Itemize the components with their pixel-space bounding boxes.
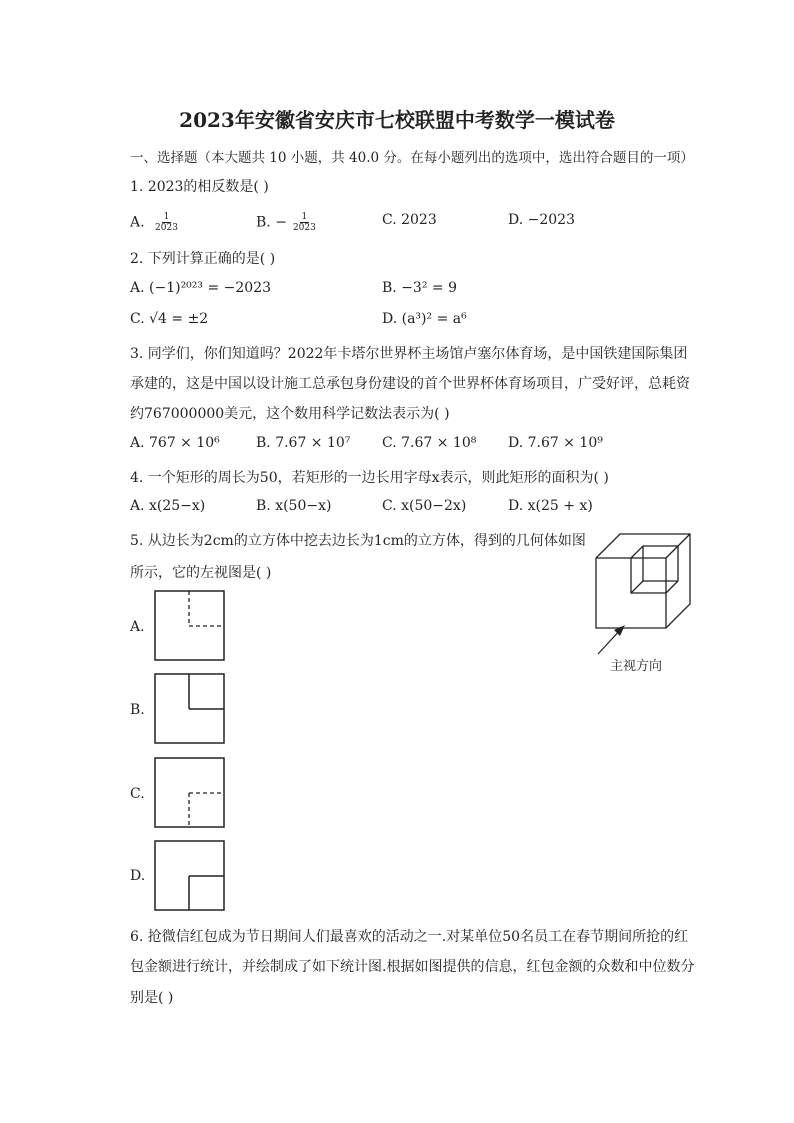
- option-label: B.: [256, 214, 271, 231]
- question-4-option-b[interactable]: B. x(50−x): [256, 498, 332, 514]
- question-1-option-c[interactable]: C. 2023: [382, 212, 437, 228]
- question-4-option-c[interactable]: C. x(50−2x): [382, 498, 467, 514]
- minus-sign: −: [275, 214, 287, 231]
- numerator: 1: [301, 212, 308, 222]
- question-4-stem: 4. 一个矩形的周长为50，若矩形的一边长用字母x表示，则此矩形的面积为( ): [130, 470, 609, 486]
- option-a-figure: [154, 590, 226, 662]
- question-6-line-2: 包金额进行统计，并绘制成了如下统计图.根据如图提供的信息，红包金额的众数和中位数分: [130, 959, 695, 975]
- question-6-line-1: 6. 抢微信红包成为节日期间人们最喜欢的活动之一.对某单位50名员工在春节期间所抢的红: [130, 929, 689, 945]
- section-heading: 一、选择题（本大题共 10 小题，共 40.0 分。在每小题列出的选项中，选出符合题目的一项）: [130, 150, 694, 166]
- question-5-option-d[interactable]: D.: [130, 868, 146, 884]
- question-5-option-a[interactable]: A.: [130, 619, 145, 635]
- question-3-option-c[interactable]: C. 7.67 × 10⁸: [382, 435, 477, 451]
- fraction: [291, 212, 318, 233]
- figure-caption: 主视方向: [610, 659, 663, 674]
- question-3-option-d[interactable]: D. 7.67 × 10⁹: [508, 435, 603, 451]
- question-2-option-a[interactable]: A. (−1)²⁰²³ = −2023: [130, 280, 272, 296]
- question-5-line-2: 所示，它的左视图是( ): [130, 565, 272, 581]
- question-5-option-b[interactable]: B.: [130, 702, 145, 718]
- denominator: 2023: [292, 223, 316, 233]
- question-3-option-b[interactable]: B. 7.67 × 10⁷: [256, 435, 351, 451]
- question-2-option-b[interactable]: B. −3² = 9: [382, 280, 457, 296]
- option-c-figure: [154, 757, 226, 829]
- question-6-line-3: 别是( ): [130, 990, 174, 1006]
- question-3-line-3: 约767000000美元，这个数用科学记数法表示为( ): [130, 406, 450, 422]
- question-1-option-d[interactable]: D. −2023: [508, 212, 575, 228]
- question-2-option-c[interactable]: C. √4 = ±2: [130, 311, 209, 327]
- option-b-figure: [154, 673, 226, 745]
- question-2-option-d[interactable]: D. (a³)² = a⁶: [382, 311, 467, 327]
- option-d-figure: [154, 840, 226, 912]
- question-4-option-d[interactable]: D. x(25 + x): [508, 498, 593, 514]
- fraction: [153, 212, 180, 233]
- question-5-option-c[interactable]: C.: [130, 786, 145, 802]
- page-title: 2023年安徽省安庆市七校联盟中考数学一模试卷: [179, 108, 615, 132]
- question-3-line-1: 3. 同学们，你们知道吗？2022年卡塔尔世界杯主场馆卢塞尔体育场，是中国铁建国际集团: [130, 346, 688, 362]
- question-1-option-a[interactable]: [130, 212, 180, 233]
- question-1-option-b[interactable]: [256, 212, 318, 233]
- numerator: 1: [163, 212, 170, 222]
- question-1-stem: 1. 2023的相反数是( ): [130, 179, 269, 195]
- denominator: 2023: [155, 223, 178, 233]
- question-4-option-a[interactable]: A. x(25−x): [130, 498, 206, 514]
- question-5-line-1: 5. 从边长为2cm的立方体中挖去边长为1cm的立方体，得到的几何体如图: [130, 533, 586, 549]
- question-3-option-a[interactable]: A. 767 × 10⁶: [130, 435, 220, 451]
- question-3-line-2: 承建的，这是中国以设计施工总承包身份建设的首个世界杯体育场项目，广受好评，总耗资: [130, 376, 690, 392]
- option-label: A.: [130, 214, 145, 231]
- question-2-stem: 2. 下列计算正确的是( ): [130, 251, 276, 267]
